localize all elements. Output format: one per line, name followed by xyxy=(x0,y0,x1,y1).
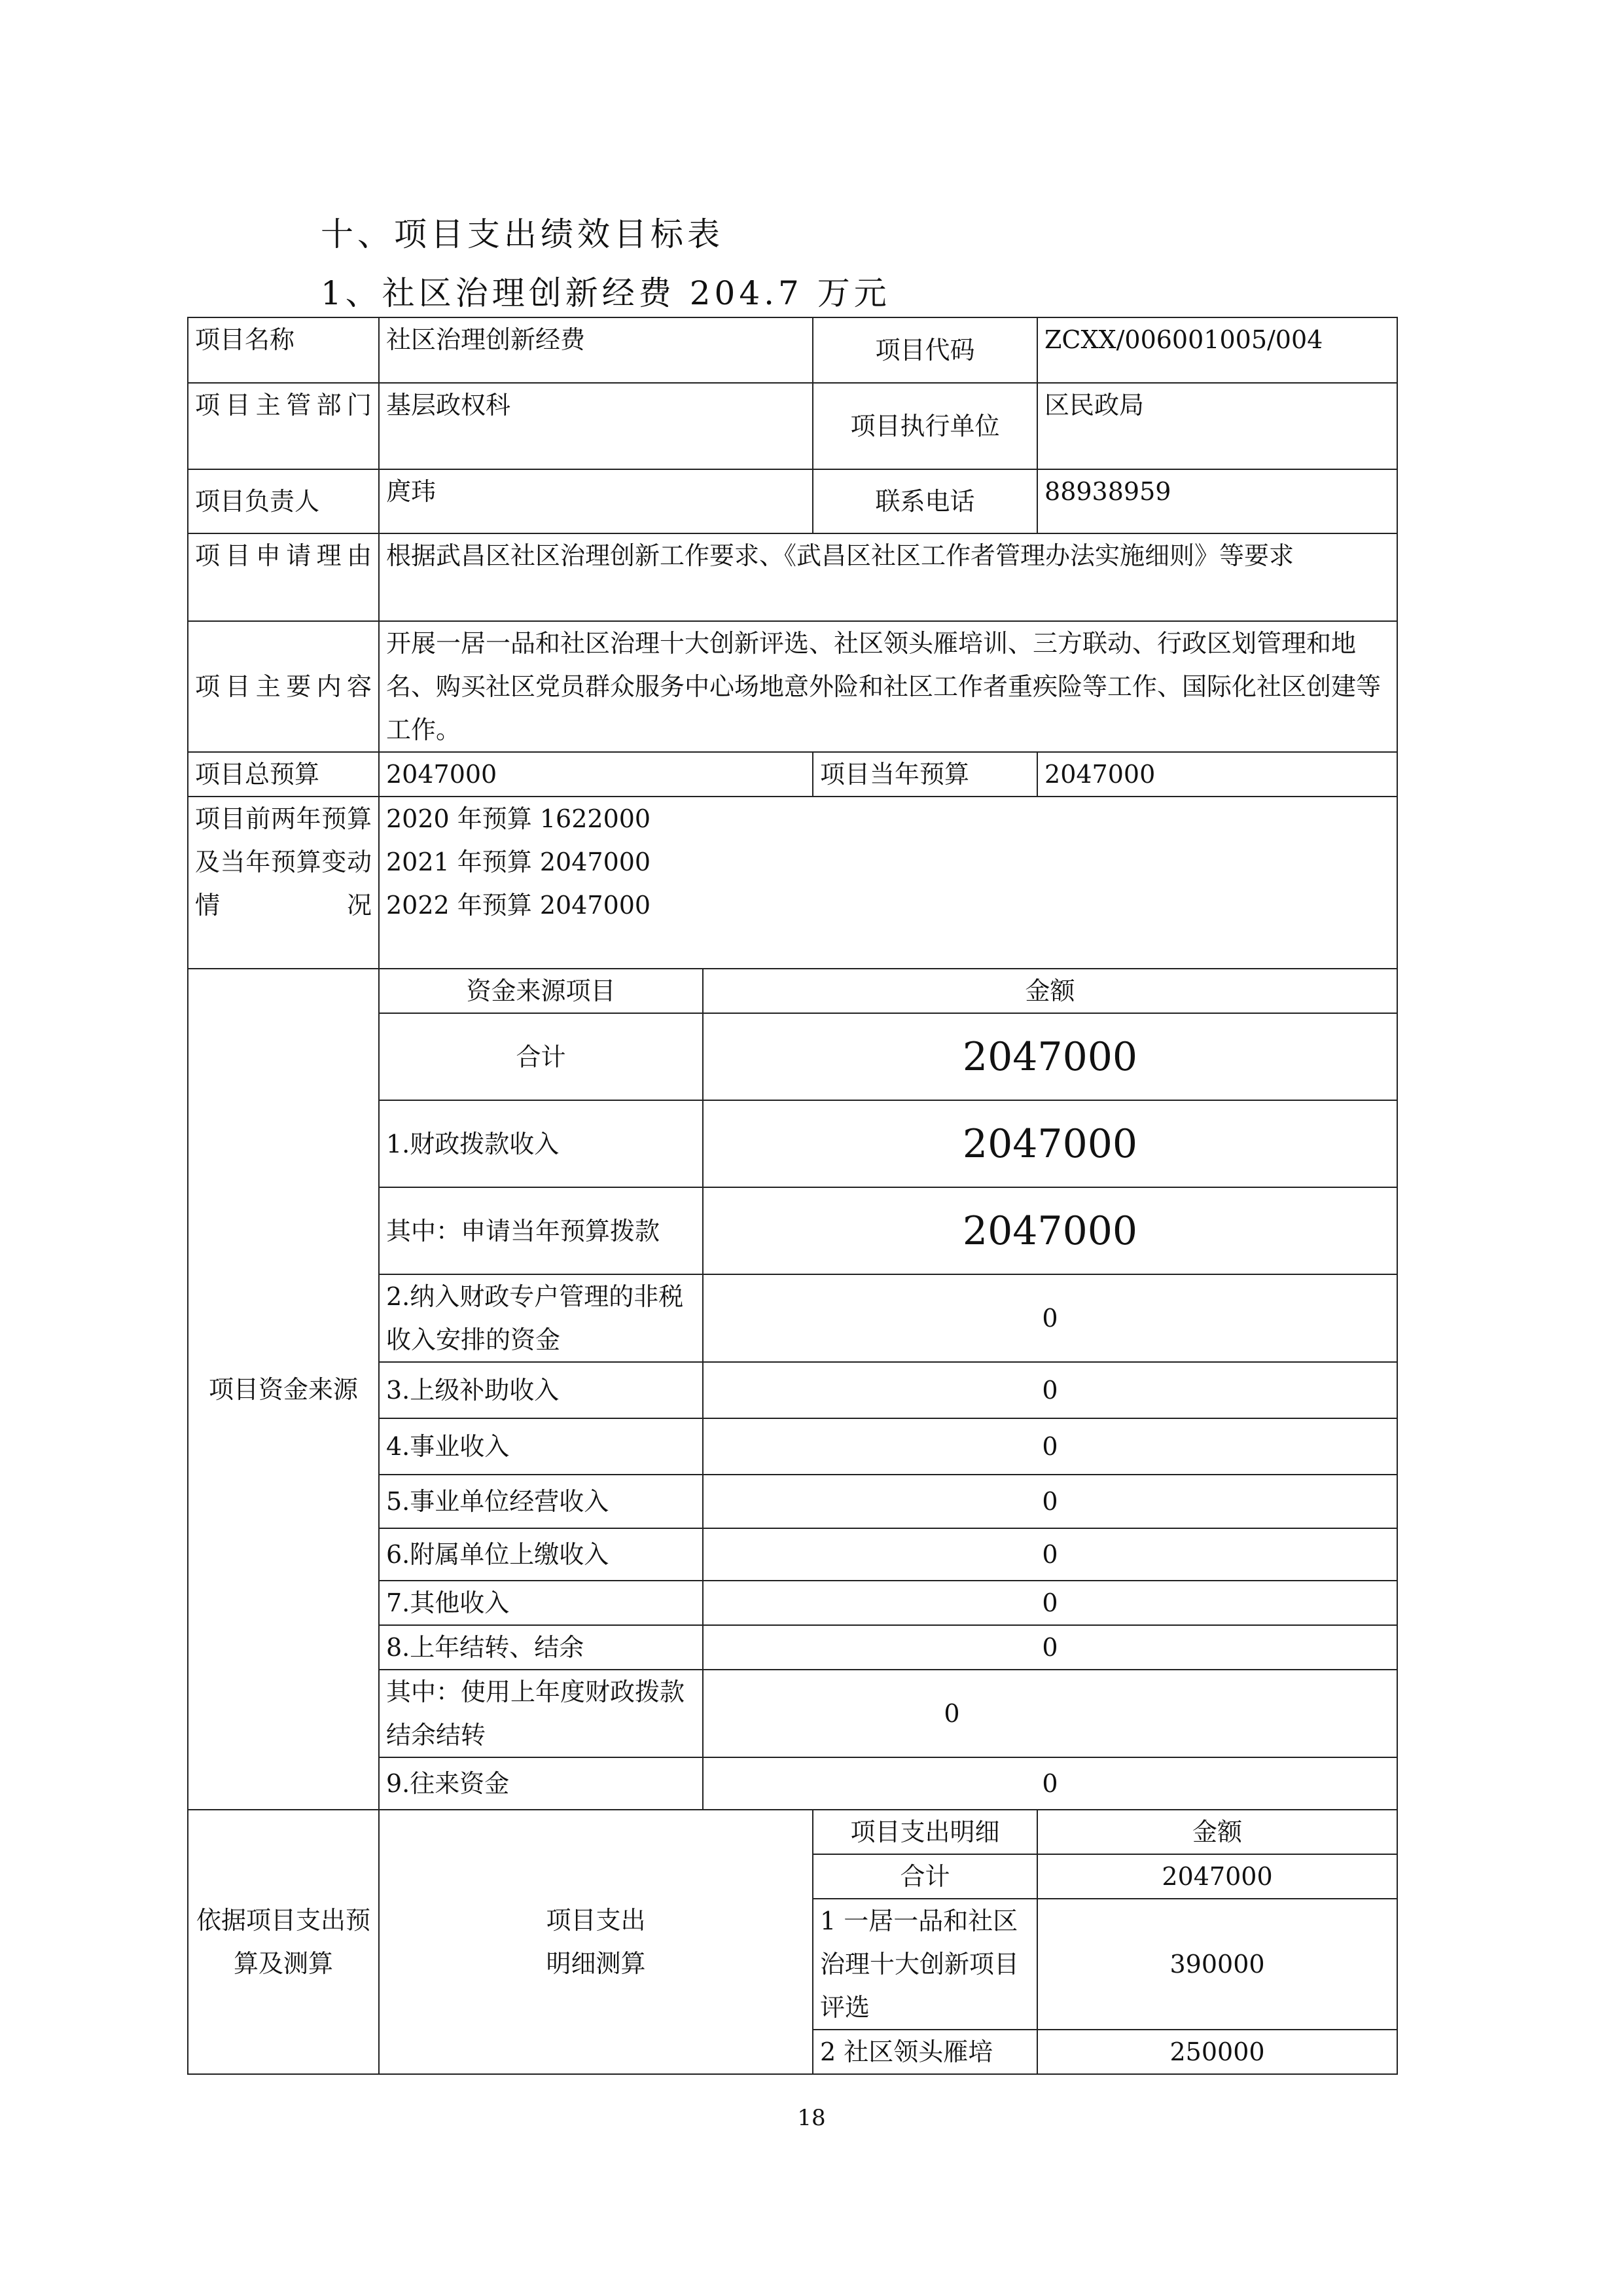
content-label: 项目主要内容 xyxy=(188,621,379,752)
funding-amount: 0 xyxy=(703,1625,1397,1670)
funding-item: 2.纳入财政专户管理的非税收入安排的资金 xyxy=(379,1274,703,1362)
funding-amount: 0 xyxy=(703,1475,1397,1528)
content-value: 开展一居一品和社区治理十大创新评选、社区领头雁培训、三方联动、行政区划管理和地名、购买社区党员群众服务中心场地意外险和社区工作者重疾险等工作、国际化社区创建等工作。 xyxy=(379,621,1397,752)
funding-item: 7.其他收入 xyxy=(379,1581,703,1625)
project-code-label: 项目代码 xyxy=(813,317,1037,383)
expenditure-header-row xyxy=(188,1810,1397,1854)
funding-col-item: 资金来源项目 xyxy=(379,969,703,1013)
funding-item: 8.上年结转、结余 xyxy=(379,1625,703,1670)
history-values xyxy=(379,797,1397,969)
expenditure-amount: 2047000 xyxy=(1037,1854,1397,1899)
expenditure-sub-label-line1: 项目支出 xyxy=(546,1906,646,1935)
dept-label: 项目主管部门 xyxy=(188,383,379,469)
expenditure-item: 1 一居一品和社区治理十大创新项目评选 xyxy=(813,1899,1037,2030)
funding-item: 3.上级补助收入 xyxy=(379,1362,703,1418)
funding-amount: 0 xyxy=(703,1528,1397,1581)
history-label: 项目前两年预算及当年预算变动情况 xyxy=(188,797,379,969)
funding-item: 6.附属单位上缴收入 xyxy=(379,1528,703,1581)
subtitle: 1、社区治理创新经费 204.7 万元 xyxy=(321,274,891,312)
total-budget-label: 项目总预算 xyxy=(188,752,379,797)
funding-amount: 0 xyxy=(703,1362,1397,1418)
funding-label: 项目资金来源 xyxy=(188,969,379,1810)
project-code-value: ZCXX/006001005/004 xyxy=(1037,317,1397,383)
funding-amount: 0 xyxy=(703,1581,1397,1625)
leader-value: 庹玮 xyxy=(379,469,813,533)
funding-item: 1.财政拨款收入 xyxy=(379,1100,703,1187)
expenditure-sub-label-line2: 明细测算 xyxy=(546,1949,646,1978)
year-budget-label: 项目当年预算 xyxy=(813,752,1037,797)
funding-amount xyxy=(703,1670,1397,1757)
section-title: 十、项目支出绩效目标表 xyxy=(321,215,724,253)
expenditure-label: 依据项目支出预算及测算 xyxy=(188,1810,379,2074)
funding-item: 合计 xyxy=(379,1013,703,1100)
expenditure-item: 2 社区领头雁培 xyxy=(813,2030,1037,2074)
performance-table xyxy=(187,317,1398,2075)
expenditure-amount: 390000 xyxy=(1037,1899,1397,2030)
funding-item: 其中：使用上年度财政拨款结余结转 xyxy=(379,1670,703,1757)
leader-label: 项目负责人 xyxy=(188,469,379,533)
phone-value: 88938959 xyxy=(1037,469,1397,533)
project-name-value: 社区治理创新经费 xyxy=(379,317,813,383)
expenditure-col-amount: 金额 xyxy=(1037,1810,1397,1854)
funding-item: 其中：申请当年预算拨款 xyxy=(379,1187,703,1274)
row-project-name xyxy=(188,317,1397,383)
history-line: 2022 年预算 2047000 xyxy=(386,891,651,920)
funding-amount: 2047000 xyxy=(703,1187,1397,1274)
funding-amount: 0 xyxy=(703,1757,1397,1810)
row-dept xyxy=(188,383,1397,469)
funding-amount: 2047000 xyxy=(703,1100,1397,1187)
row-budget xyxy=(188,752,1397,797)
expenditure-sub-label xyxy=(379,1810,813,2074)
project-name-label: 项目名称 xyxy=(188,317,379,383)
history-line: 2020 年预算 1622000 xyxy=(386,804,651,833)
reason-label: 项目申请理由 xyxy=(188,533,379,621)
reason-value: 根据武昌区社区治理创新工作要求、《武昌区社区工作者管理办法实施细则》等要求 xyxy=(379,533,1397,621)
page-number: 18 xyxy=(797,2105,826,2131)
funding-amount: 2047000 xyxy=(703,1013,1397,1100)
total-budget-value: 2047000 xyxy=(379,752,813,797)
row-reason xyxy=(188,533,1397,621)
exec-unit-value: 区民政局 xyxy=(1037,383,1397,469)
expenditure-item: 合计 xyxy=(813,1854,1037,1899)
expenditure-amount: 250000 xyxy=(1037,2030,1397,2074)
exec-unit-label: 项目执行单位 xyxy=(813,383,1037,469)
funding-amount: 0 xyxy=(703,1418,1397,1475)
expenditure-col-detail: 项目支出明细 xyxy=(813,1810,1037,1854)
history-line: 2021 年预算 2047000 xyxy=(386,848,651,876)
row-leader xyxy=(188,469,1397,533)
funding-header-row xyxy=(188,969,1397,1013)
funding-item: 9.往来资金 xyxy=(379,1757,703,1810)
funding-item: 4.事业收入 xyxy=(379,1418,703,1475)
row-content xyxy=(188,621,1397,752)
funding-col-amount: 金额 xyxy=(703,969,1397,1013)
funding-amount-text: 0 xyxy=(944,1699,960,1728)
phone-label: 联系电话 xyxy=(813,469,1037,533)
year-budget-value: 2047000 xyxy=(1037,752,1397,797)
funding-amount: 0 xyxy=(703,1274,1397,1362)
funding-item: 5.事业单位经营收入 xyxy=(379,1475,703,1528)
dept-value: 基层政权科 xyxy=(379,383,813,469)
row-history xyxy=(188,797,1397,969)
